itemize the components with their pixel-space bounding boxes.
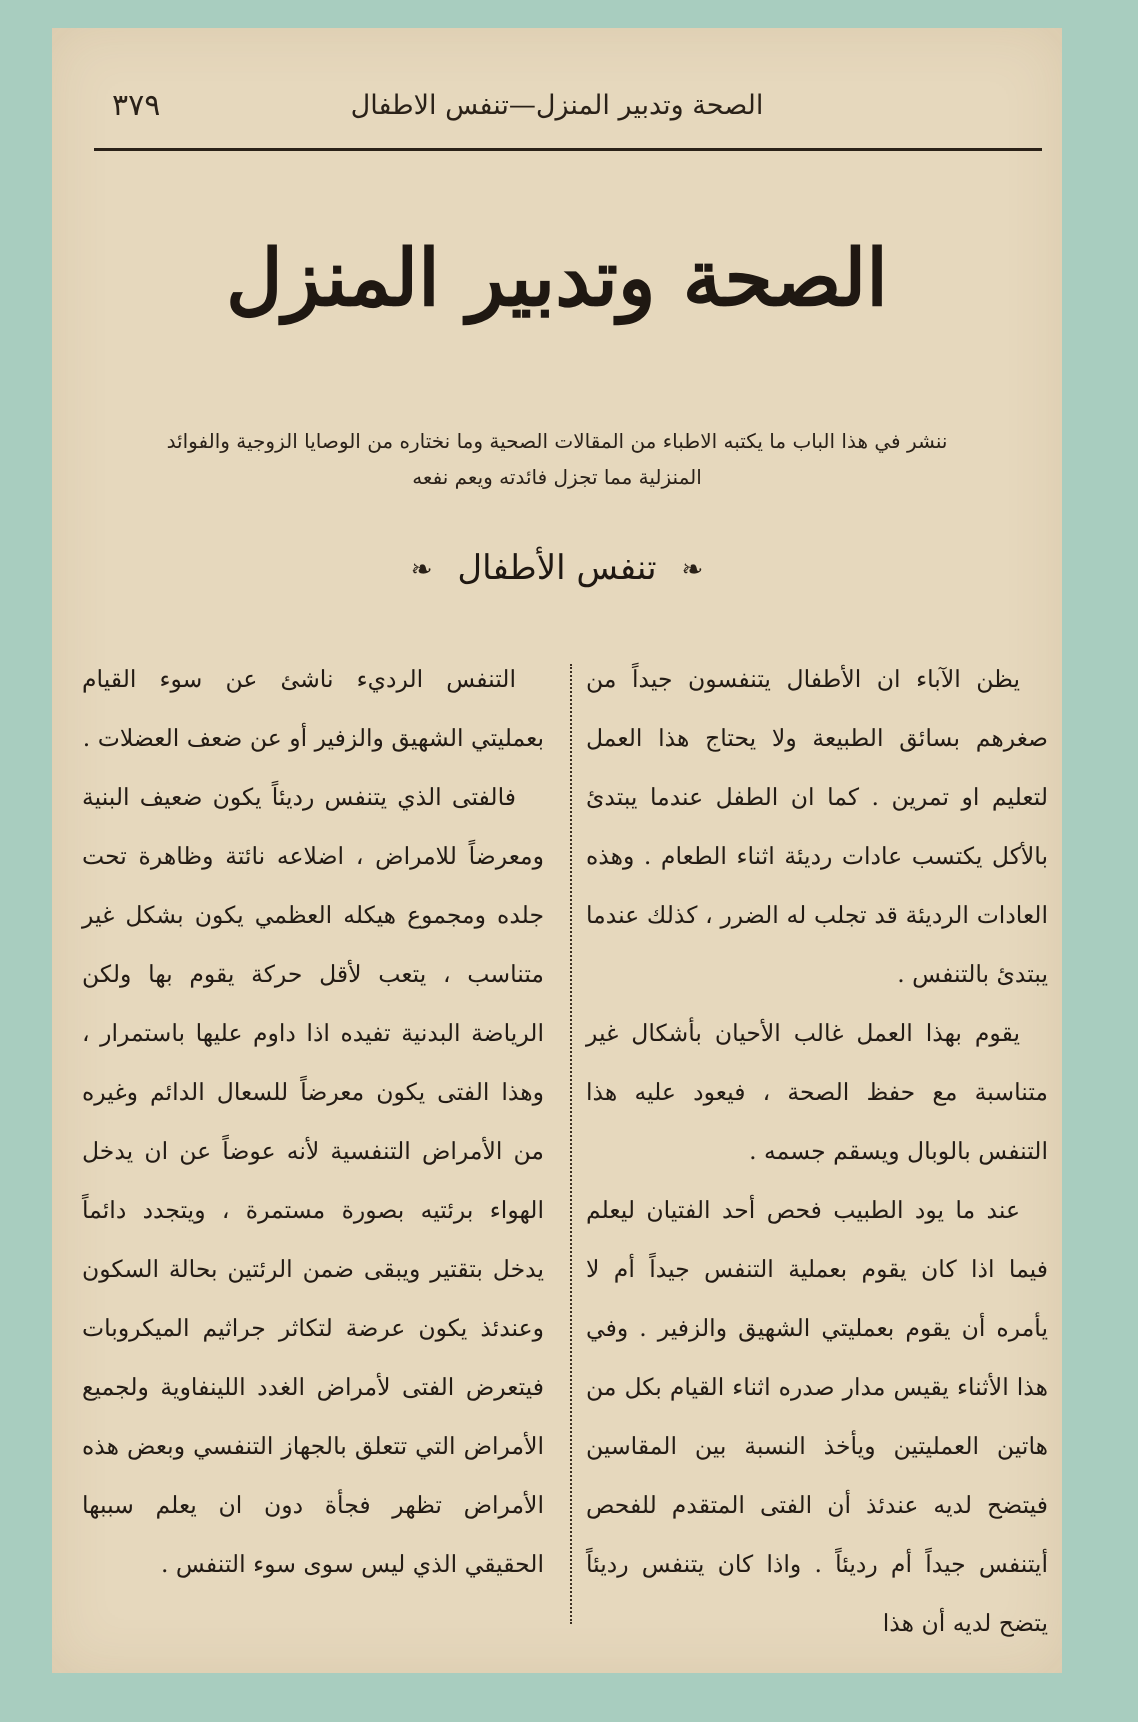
header-rule [94,148,1042,151]
paragraph: عند ما يود الطبيب فحص أحد الفتيان ليعلم فيما اذا كان يقوم بعملية التنفس جيداً أم لا يأمره أن يقوم بعمليتي الشهيق والزفير . وفي هذا الأثناء يقيس مدار صدره اثناء القيام بكل من هاتين العمليتين ويأخذ النسبة بين المقاسين فيتضح لديه عندئذ أن الفتى المتقدم للفحص أيتنفس جيداً أم رديئاً . واذا كان يتنفس رديئاً يتضح لديه أن هذا [586,1196,1048,1637]
column-divider [570,664,572,1624]
page-number: ٣٧٩ [112,88,161,123]
page-title: الصحة وتدبير المنزل [226,233,888,324]
document-page [52,28,1062,1673]
ornament-left-icon: ❧ [410,555,433,585]
paragraph: يقوم بهذا العمل غالب الأحيان بأشكال غير متناسبة مع حفظ الصحة ، فيعود عليه هذا التنفس بالوبال ويسقم جسمه . [586,1019,1048,1165]
section-heading [52,548,1062,588]
section-title: تنفس الأطفال [457,548,657,588]
intro-paragraph: ننشر في هذا الباب ما يكتبه الاطباء من المقالات الصحية وما نختاره من الوصايا الزوجية والفوائد المنزلية مما تجزل فائدته ويعم نفعه [166,429,948,489]
ornament-right-icon: ❧ [681,555,704,585]
column-left [82,650,544,1594]
paragraph: فالفتى الذي يتنفس رديئاً يكون ضعيف البنية ومعرضاً للامراض ، اضلاعه نائتة وظاهرة تحت جلده ومجموع هيكله العظمي يكون بشكل غير متناسب ، يتعب لأقل حركة يقوم بها ولكن الرياضة البدنية تفيده اذا داوم عليها باستمرار ، وهذا الفتى يكون معرضاً للسعال الدائم وغيره من الأمراض التنفسية لأنه عوضاً عن ان يدخل الهواء برئتيه بصورة مستمرة ، ويتجدد دائماً يدخل بتقتير ويبقى ضمن الرئتين بحالة السكون وعندئذ يكون عرضة لتكاثر جراثيم الميكروبات فيتعرض الفتى لأمراض الغدد اللينفاوية ولجميع الأمراض التي تتعلق بالجهاز التنفسي وبعض هذه الأمراض تظهر فجأة دون ان يعلم سببها الحقيقي الذي ليس سوى سوء التنفس . [82,783,544,1578]
article-columns [82,650,1048,1650]
column-right [586,650,1048,1653]
paragraph: التنفس الرديء ناشئ عن سوء القيام بعمليتي الشهيق والزفير أو عن ضعف العضلات . [82,665,544,752]
running-header [92,90,1022,144]
running-title: الصحة وتدبير المنزل—تنفس الاطفال [350,90,764,121]
paragraph: يظن الآباء ان الأطفال يتنفسون جيداً من صغرهم بسائق الطبيعة ولا يحتاج هذا العمل لتعليم او تمرين . كما ان الطفل عندما يبتدئ بالأكل يكتسب عادات رديئة اثناء الطعام . وهذه العادات الرديئة قد تجلب له الضرر ، كذلك عندما يبتدئ بالتنفس . [586,665,1048,988]
